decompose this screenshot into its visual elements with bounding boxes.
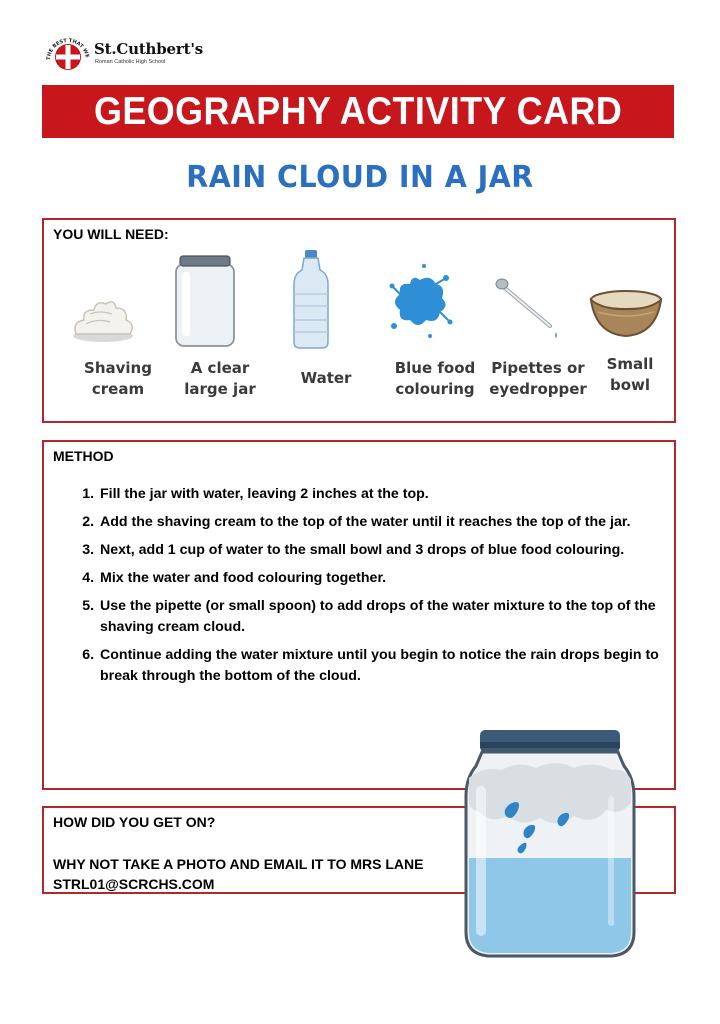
motto-text: THE BEST THAT WE [45, 37, 90, 61]
shaving-cream-icon [68, 250, 138, 350]
cross-shield-icon [44, 30, 92, 74]
pipette-icon [486, 250, 566, 350]
feedback-instruction: WHY NOT TAKE A PHOTO AND EMAIL IT TO MRS LANE [53, 856, 424, 872]
method-label: METHOD [53, 448, 114, 464]
method-step: 6. Continue adding the water mixture until you begin to notice the rain drops begin to break through the bottom of the cloud. [98, 645, 678, 687]
material-label: Small bowl [606, 355, 654, 394]
school-name: St.Cuthbert's [94, 40, 203, 58]
method-step: 4. Mix the water and food colouring together. [98, 568, 678, 589]
material-item-water [276, 250, 376, 420]
material-label: A clear large jar [184, 359, 256, 398]
title-banner [42, 85, 674, 138]
material-item-food-colouring [380, 250, 480, 420]
material-item-shaving-cream [68, 250, 168, 420]
method-steps [74, 484, 678, 694]
material-label: Shaving cream [84, 359, 152, 398]
school-logo [44, 30, 204, 74]
materials-label: YOU WILL NEED: [53, 226, 169, 242]
blue-splat-icon [380, 250, 460, 350]
materials-list [54, 250, 666, 420]
material-label: Blue food colouring [394, 359, 476, 398]
material-label: Water [300, 369, 352, 387]
materials-box [42, 218, 676, 423]
material-label: Pipettes or eyedropper [489, 359, 587, 398]
material-item-bowl [588, 250, 688, 420]
method-step: 2. Add the shaving cream to the top of the water until it reaches the top of the jar. [98, 512, 678, 533]
jar-icon [170, 250, 240, 350]
method-step: 3. Next, add 1 cup of water to the small bowl and 3 drops of blue food colouring. [98, 540, 678, 561]
feedback-label: HOW DID YOU GET ON? [53, 814, 216, 830]
page-title: GEOGRAPHY ACTIVITY CARD [93, 89, 623, 133]
material-item-jar [170, 250, 270, 420]
water-bottle-icon [276, 250, 346, 350]
contact-email: STRL01@SCRCHS.COM [53, 876, 215, 892]
bowl-icon [588, 250, 668, 350]
method-step: 1. Fill the jar with water, leaving 2 inches at the top. [98, 484, 678, 505]
method-step: 5. Use the pipette (or small spoon) to add drops of the water mixture to the top of the shaving cream cloud. [98, 596, 678, 638]
activity-subtitle: RAIN CLOUD IN A JAR [186, 160, 534, 195]
school-subtitle: Roman Catholic High School [95, 59, 166, 65]
rain-cloud-jar-icon [462, 726, 638, 962]
